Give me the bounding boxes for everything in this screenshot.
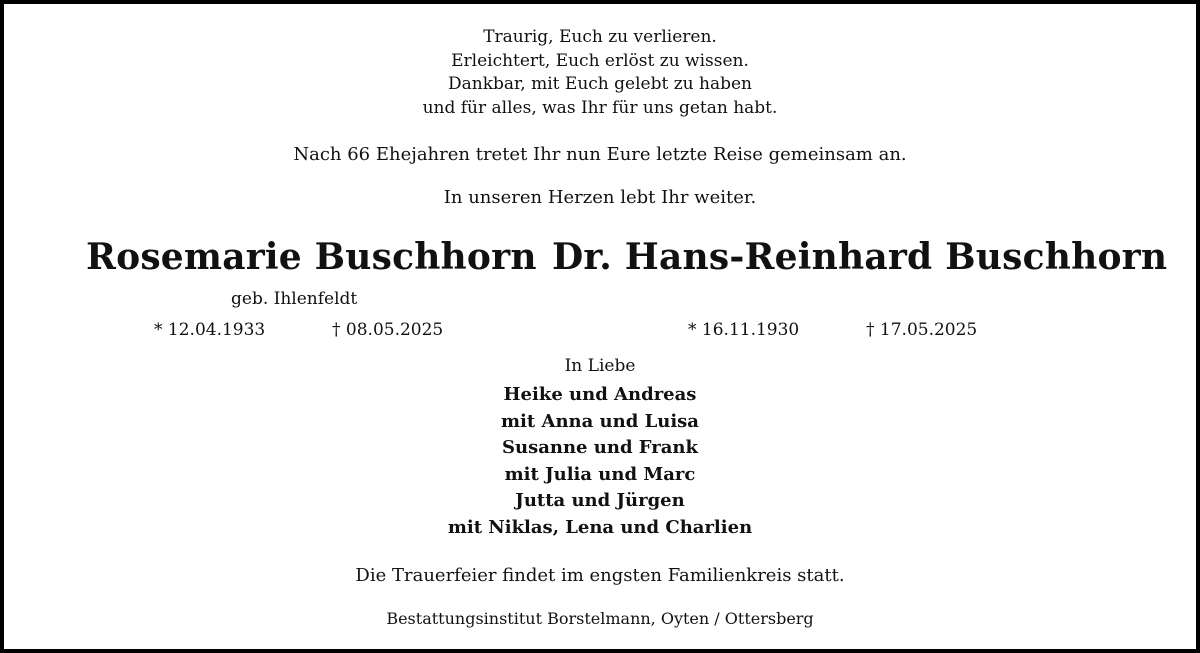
deceased-name-hans-reinhard: Dr. Hans-Reinhard Buschhorn	[552, 236, 1168, 278]
intro-line: Nach 66 Ehejahren tretet Ihr nun Eure letzte Reise gemeinsam an.	[293, 144, 907, 165]
poem-line: Traurig, Euch zu verlieren.	[483, 27, 717, 47]
family-line: Jutta und Jürgen	[515, 490, 685, 511]
family-line: mit Niklas, Lena und Charlien	[447, 516, 753, 538]
birth-date-hans-reinhard: * 16.11.1930	[688, 320, 800, 340]
family-list	[4, 382, 1196, 541]
poem	[4, 26, 1196, 120]
family-line: mit Anna und Luisa	[501, 410, 699, 432]
maiden-name: geb. Ihlenfeldt	[231, 289, 358, 309]
funeral-note: Die Trauerfeier findet im engsten Familienkreis statt.	[355, 565, 845, 586]
birth-date-rosemarie: * 12.04.1933	[154, 320, 266, 340]
in-love-line: In Liebe	[564, 356, 636, 376]
death-date-hans-reinhard: † 17.05.2025	[866, 320, 978, 340]
family-line: Susanne und Frank	[502, 437, 698, 458]
poem-line: Dankbar, mit Euch gelebt zu haben	[448, 74, 752, 94]
undertaker-line: Bestattungsinstitut Borstelmann, Oyten / Ottersberg	[386, 609, 814, 628]
poem-line: Erleichtert, Euch erlöst zu wissen.	[451, 50, 749, 71]
deceased-name-rosemarie: Rosemarie Buschhorn	[86, 236, 537, 278]
death-date-rosemarie: † 08.05.2025	[332, 320, 444, 340]
heart-line: In unseren Herzen lebt Ihr weiter.	[443, 187, 757, 208]
poem-line: und für alles, was Ihr für uns getan habt.	[422, 97, 778, 118]
family-line: mit Julia und Marc	[504, 463, 696, 485]
family-line: Heike und Andreas	[503, 384, 697, 405]
